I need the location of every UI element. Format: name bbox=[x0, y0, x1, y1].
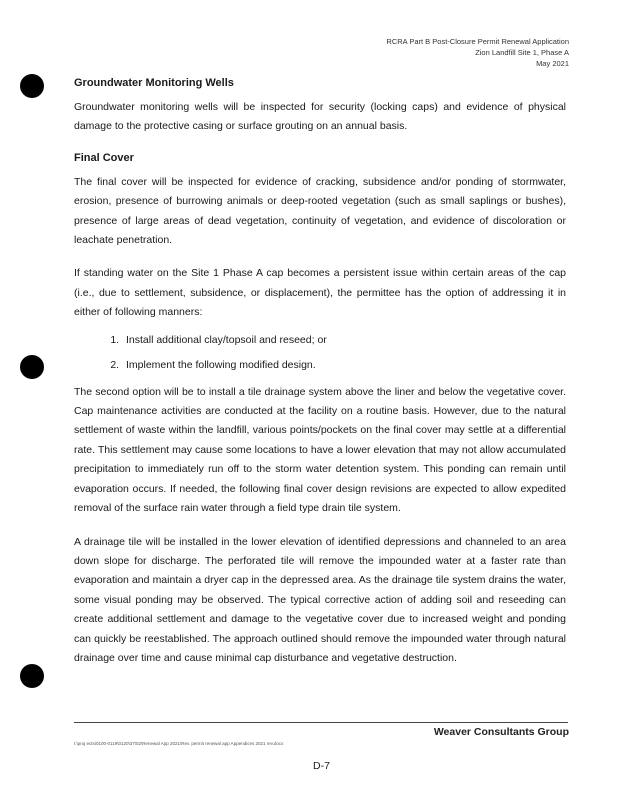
page-number: D-7 bbox=[313, 760, 330, 772]
footer-divider bbox=[74, 722, 568, 723]
options-list bbox=[74, 333, 566, 372]
paragraph-drainage-tile-installation: A drainage tile will be installed in the lower elevation of identified depressions and channeled to an area down slope for discharge. The perforated tile will remove the impounded water at a faster rate than evaporation and maintain a dryer cap in the depressed area. As the drainage tile system drains the water, some visual ponding may be observed. The typical corrective action of adding soil and reseeding can create additional settlement and damage to the vegetative cover due to increased weight and ponding can quickly be reestablished. The approach outlined should remove the impounded water through natural drainage over time and cause minimal cap disturbance and vegetative destruction. bbox=[74, 535, 566, 664]
punch-hole-bottom bbox=[20, 664, 44, 688]
footer-file-path: I:\proj ects\0100-0119\0120\37\02\Renewal App 2021\Rev. permit renewal app Appendices 2021 rev.docx bbox=[74, 741, 284, 746]
paragraph-final-cover-inspection: The final cover will be inspected for evidence of cracking, subsidence and/or ponding of stormwater, erosion, presence of burrowing animals or deep-rooted vegetation (such as small saplings or bushes), presence of large areas of dead vegetation, continuity of vegetation, and evidence of discoloration or leachate penetration. bbox=[74, 175, 566, 247]
header-date: May 2021 bbox=[536, 59, 569, 68]
paragraph-tile-drainage-option: The second option will be to install a tile drainage system above the liner and below the vegetative cover. Cap maintenance activities are conducted at the facility on a routine basis. However, due to the natural settlement of waste within the landfill, various points/pockets on the final cover may settle at a differential rate. This settlement may cause some locations to have a lower elevation that may not allow accumulated precipitation to immediately run off to the storm water detention system. This ponding can remain until evaporation occurs. If needed, the following final cover design revisions are expected to allow expedited removal of the surface rain water through a field type drain tile system. bbox=[74, 385, 566, 515]
list-item: 2. Implement the following modified design. bbox=[122, 358, 566, 372]
footer-company-name: Weaver Consultants Group bbox=[433, 726, 569, 738]
punch-hole-middle bbox=[20, 355, 44, 379]
header-site-name: Zion Landfill Site 1, Phase A bbox=[475, 48, 569, 57]
list-item: 1. Install additional clay/topsoil and reseed; or bbox=[122, 333, 566, 347]
section-heading-monitoring-wells: Groundwater Monitoring Wells bbox=[74, 77, 234, 89]
header-document-title: RCRA Part B Post-Closure Permit Renewal Application bbox=[386, 37, 569, 46]
page-body bbox=[74, 76, 566, 682]
section-heading-final-cover: Final Cover bbox=[74, 151, 134, 164]
running-header bbox=[386, 36, 569, 69]
punch-hole-top bbox=[20, 74, 44, 98]
paragraph-monitoring-wells: Groundwater monitoring wells will be inspected for security (locking caps) and evidence of physical damage to the protective casing or surface grouting on an annual basis. bbox=[74, 101, 566, 133]
paragraph-standing-water: If standing water on the Site 1 Phase A cap becomes a persistent issue within certain areas of the cap (i.e., due to settlement, subsidence, or displacement), the permittee has the option of addressing it in either of following manners: bbox=[74, 267, 566, 319]
